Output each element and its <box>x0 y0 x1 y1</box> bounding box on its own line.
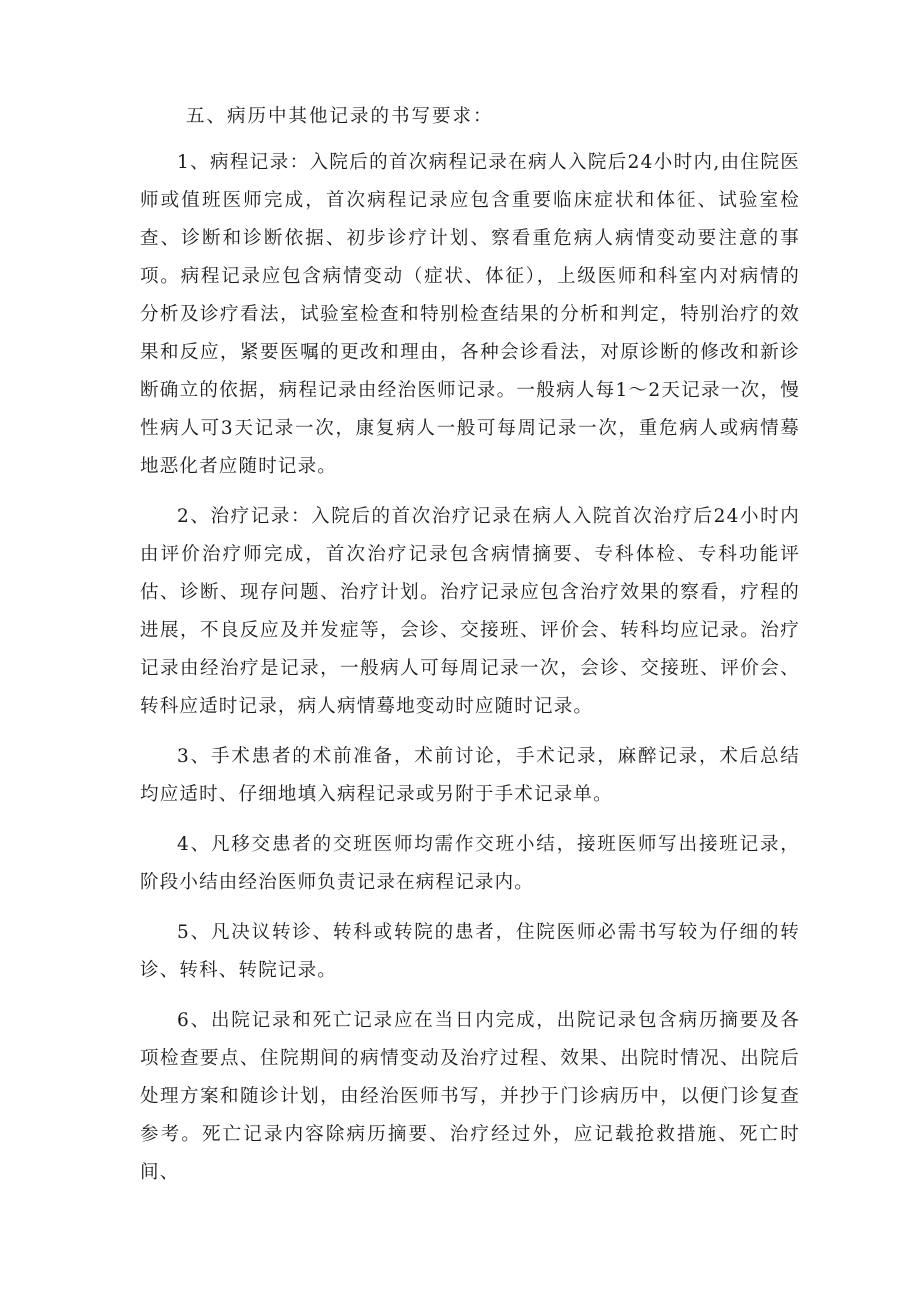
paragraph-transfer-record: 5、凡决议转诊、转科或转院的患者，住院医师必需书写较为仔细的转诊、转科、转院记录。 <box>140 922 800 981</box>
paragraph-discharge-record: 6、出院记录和死亡记录应在当日内完成，出院记录包含病历摘要及各项检查要点、住院期间的病情变动及治疗过程、效果、出院时情况、出院后处理方案和随诊计划，由经治医师书写，并抄于门诊病历中，以便门诊复查参考。死亡记录内容除病历摘要、治疗经过外，应记载抢救措施、死亡时间、 <box>140 1010 800 1183</box>
paragraph-course-record: 1、病程记录：入院后的首次病程记录在病人入院后24小时内,由住院医师或值班医师完成，首次病程记录应包含重要临床症状和体征、试验室检查、诊断和诊断依据、初步诊疗计划、察看重危病人病情变动要注意的事项。病程记录应包含病情变动（症状、体征），上级医师和科室内对病情的分析及诊疗看法，试验室检查和特别检查结果的分析和判定，特别治疗的效果和反应，紧要医嘱的更改和理由，各种会诊看法，对原诊断的修改和新诊断确立的依据，病程记录由经治医师记录。一般病人每1～2天记录一次，慢性病人可3天记录一次，康复病人一般可每周记录一次，重危病人或病情蓦地恶化者应随时记录。 <box>140 152 800 477</box>
paragraph-handover-record: 4、凡移交患者的交班医师均需作交班小结，接班医师写出接班记录，阶段小结由经治医师负责记录在病程记录内。 <box>140 834 800 893</box>
section-heading: 五、病历中其他记录的书写要求： <box>186 106 494 127</box>
paragraph-treatment-record: 2、治疗记录：入院后的首次治疗记录在病人入院首次治疗后24小时内由评价治疗师完成，首次治疗记录包含病情摘要、专科体检、专科功能评估、诊断、现存问题、治疗计划。治疗记录应包含治疗效果的察看，疗程的进展，不良反应及并发症等，会诊、交接班、评价会、转科均应记录。治疗记录由经治疗是记录，一般病人可每周记录一次，会诊、交接班、评价会、转科应适时记录，病人病情蓦地变动时应随时记录。 <box>140 506 800 717</box>
paragraph-surgery-record: 3、手术患者的术前准备，术前讨论，手术记录，麻醉记录，术后总结均应适时、仔细地填入病程记录或另附于手术记录单。 <box>140 746 800 805</box>
